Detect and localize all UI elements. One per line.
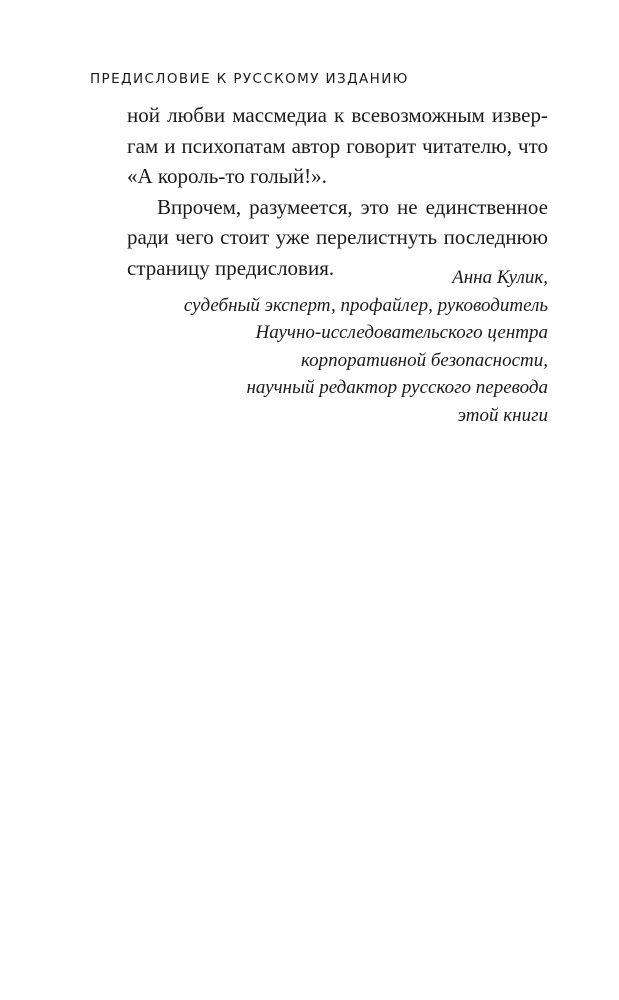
text-line: Впрочем, разумеется, это не единственное [157,194,548,219]
signature-title-line: корпоративной безопасности, [301,349,548,371]
signature-title-line: Научно-исследовательского центра [255,322,548,343]
signature-block [127,264,548,429]
signature-title-line: судебный эксперт, профайлер, руководитель [183,294,548,316]
text-line: ради чего стоит уже перелистнуть последнюю [127,225,548,249]
paragraph-1 [127,100,548,192]
signature-name: Анна Кулик, [452,267,548,288]
signature-title-line: этой книги [457,404,548,426]
body-text [127,100,548,283]
text-line: страницу предисловия. [127,255,335,280]
text-line: «А король-то голый!». [127,164,327,188]
text-line: ной любви массмедиа к всевозможным извер- [127,103,548,127]
running-head: ПРЕДИСЛОВИЕ К РУССКОМУ ИЗДАНИЮ [90,71,409,87]
signature-title-line: научный редактор русского перевода [246,377,548,398]
text-line: гам и психопатам автор говорит читателю, что [127,133,548,158]
